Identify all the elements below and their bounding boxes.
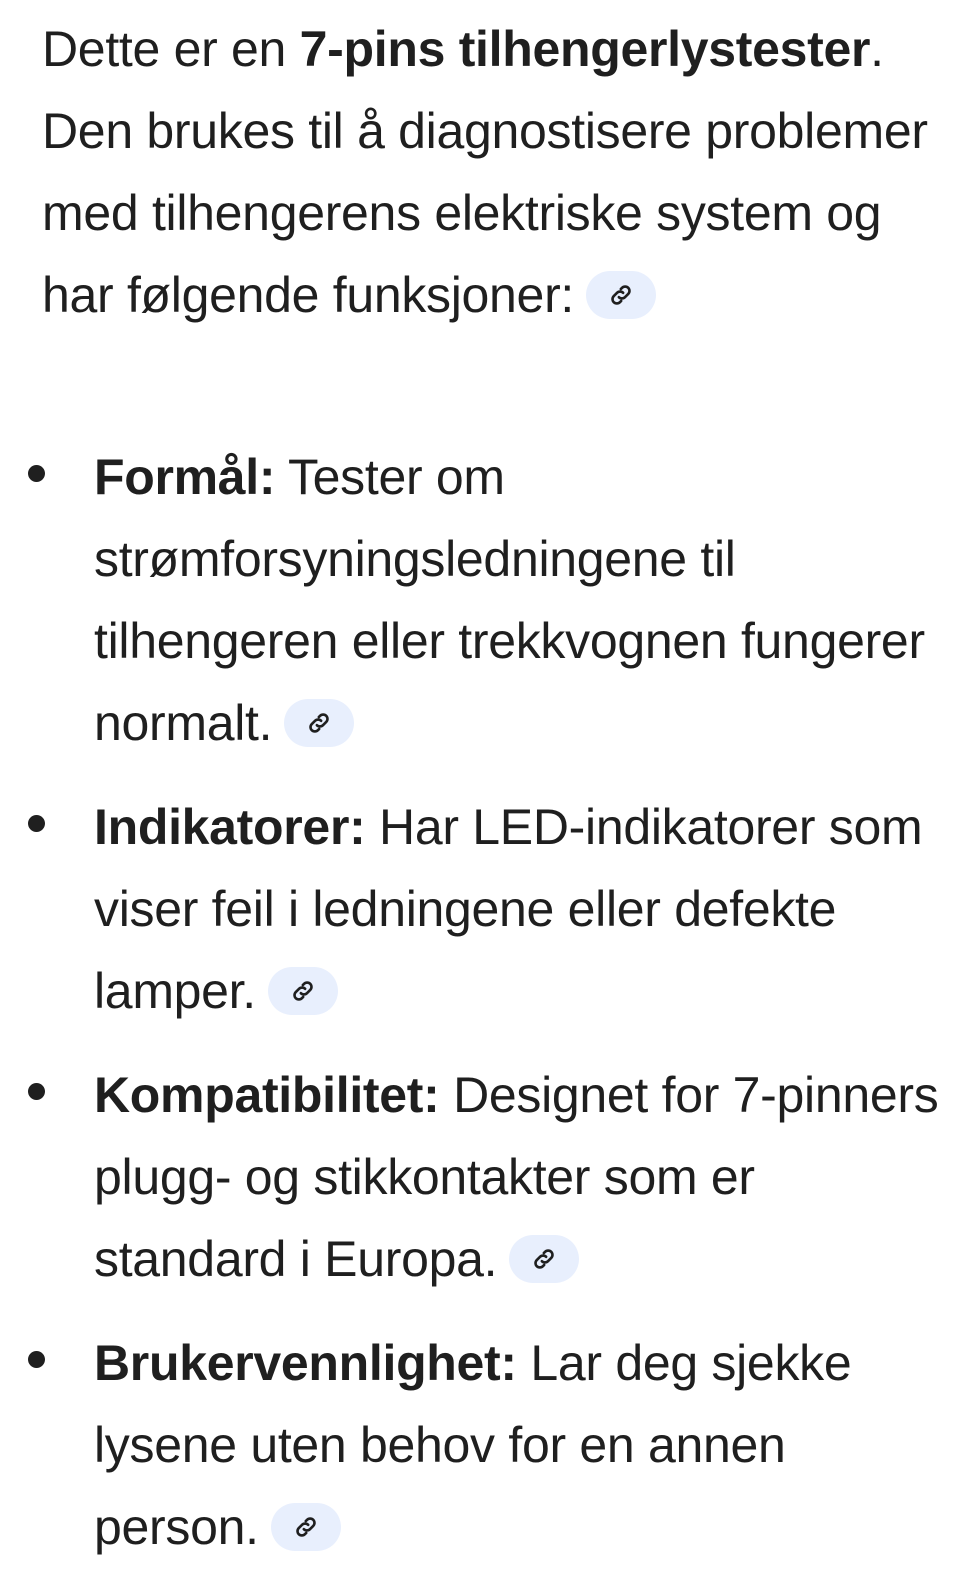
- intro-paragraph: [42, 8, 932, 336]
- link-icon: [290, 978, 316, 1004]
- bullet-dot: [28, 465, 45, 482]
- list-item-text: Lar deg sjekke lysene uten behov for en annen person.: [94, 1335, 852, 1555]
- source-link-chip[interactable]: [268, 967, 338, 1015]
- source-link-chip[interactable]: [509, 1235, 579, 1283]
- link-icon: [293, 1514, 319, 1540]
- list-item: [42, 1054, 942, 1300]
- response-content: [42, 8, 932, 336]
- intro-bold-term: 7-pins tilhengerlystester: [299, 21, 871, 77]
- bullet-dot: [28, 815, 45, 832]
- source-link-chip[interactable]: [271, 1503, 341, 1551]
- list-item-label: Brukervennlighet:: [94, 1335, 517, 1391]
- link-icon: [306, 710, 332, 736]
- list-item: [42, 1322, 942, 1568]
- list-item-text: Har LED-indikatorer som viser feil i ledningene eller defekte lamper.: [94, 799, 923, 1019]
- intro-text-before: Dette er en: [42, 21, 300, 77]
- source-link-chip[interactable]: [586, 271, 656, 319]
- list-item-text: Tester om strømforsyningsledningene til tilhengeren eller trekkvognen fungerer normalt.: [94, 449, 925, 751]
- list-item-label: Formål:: [94, 449, 276, 505]
- link-icon: [608, 282, 634, 308]
- list-item-text: Designet for 7-pinners plugg- og stikkontakter som er standard i Europa.: [94, 1067, 939, 1287]
- list-item: [42, 786, 942, 1032]
- list-item-label: Kompatibilitet:: [94, 1067, 440, 1123]
- link-icon: [531, 1246, 557, 1272]
- bullet-dot: [28, 1351, 45, 1368]
- list-item-label: Indikatorer:: [94, 799, 366, 855]
- intro-text-after: . Den brukes til å diagnostisere problemer med tilhengerens elektriske system og har følgende funksjoner:: [42, 21, 928, 323]
- feature-list: [42, 436, 942, 1568]
- source-link-chip[interactable]: [284, 699, 354, 747]
- list-item: [42, 436, 942, 764]
- bullet-dot: [28, 1083, 45, 1100]
